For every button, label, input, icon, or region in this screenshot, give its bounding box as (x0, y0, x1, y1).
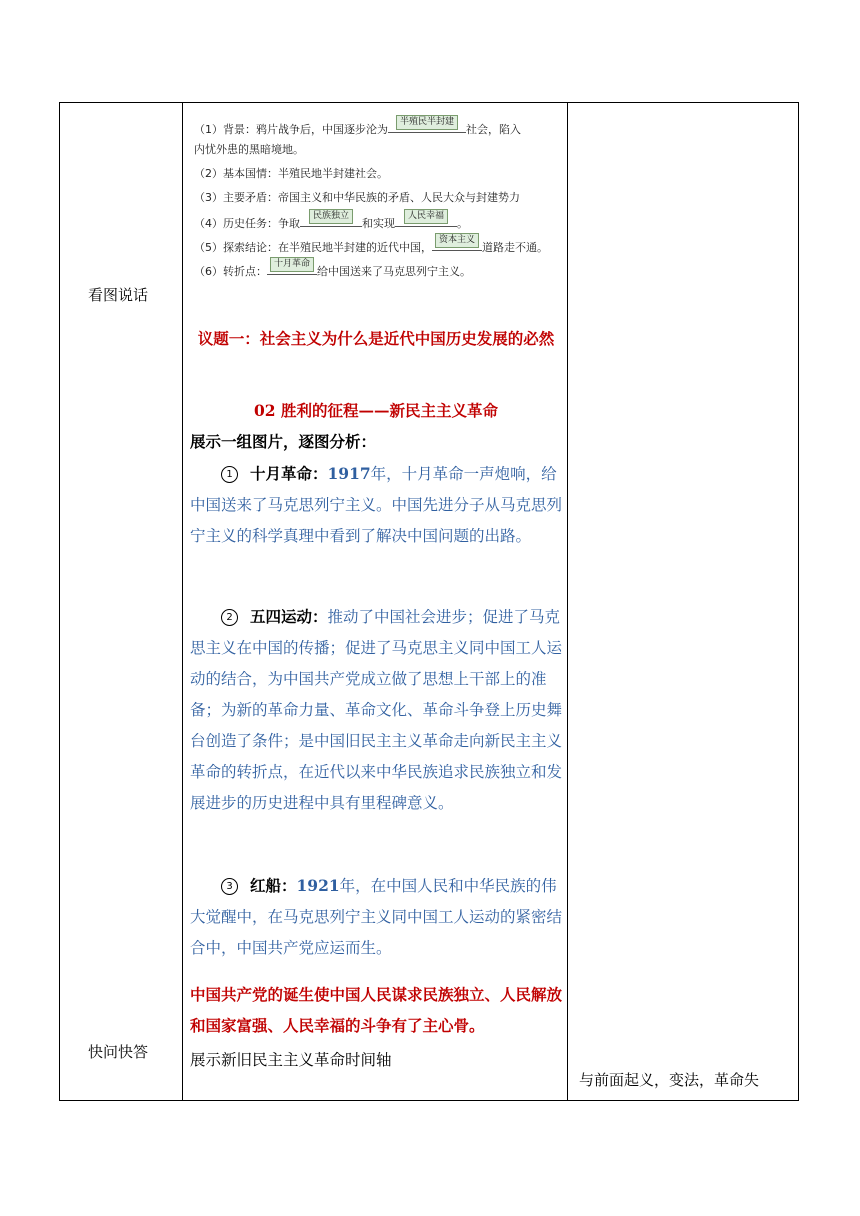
item-may-fourth: 2 五四运动：推动了中国社会进步；促进了马克思主义在中国的传播；促进了马克思主义同中国工人运动的结合，为中国共产党成立做了思想上干部上的准备；为新的革命力量、革命文化、革命斗争登上历史舞台创造了条件；是中国旧民主主义革命走向新民主主义革命的转折点，在近代以来中华民族追求民族独立和发展进步的历史进程中具有里程碑意义。 (190, 607, 563, 812)
timeline-text: 展示新旧民主主义革命时间轴 (190, 1051, 392, 1069)
image-line-5: （5）探索结论：在半殖民地半封建的近代中国， 资本主义 道路走不通。 (194, 235, 548, 254)
image-line-1b: 内忧外患的黑暗境地。 (194, 143, 304, 156)
image-line-1: （1）背景：鸦片战争后，中国逐步沦为 半殖民半封建 社会，陷入 (194, 117, 521, 136)
right-column-text: 与前面起义，变法，革命失 (579, 1071, 760, 1089)
answer-tag: 资本主义 (435, 233, 479, 248)
label-kuai-wen-kuai-da: 快问快答 (88, 1043, 149, 1061)
answer-tag: 十月革命 (270, 257, 314, 272)
embedded-summary-image (194, 113, 564, 285)
section-subtitle: 02 胜利的征程——新民主主义革命 (254, 401, 498, 420)
image-line-6: （6）转折点： 十月革命 给中国送来了马克思列宁主义。 (194, 259, 471, 278)
conclusion-text: 中国共产党的诞生使中国人民谋求民族独立、人民解放和国家富强、人民幸福的斗争有了主心骨。 (190, 985, 563, 1035)
item-number: 1 (221, 466, 238, 483)
image-line-4: （4）历史任务：争取 民族独立 和实现 人民幸福 。 (194, 211, 468, 230)
item-october-revolution: 1 十月革命：1917年，十月革命一声炮响，给中国送来了马克思列宁主义。中国先进分子从马克思列宁主义的科学真理中看到了解决中国问题的出路。 (190, 464, 563, 545)
item-red-boat: 3 红船：1921年，在中国人民和中华民族的伟大觉醒中，在马克思列宁主义同中国工人运动的紧密结合中，中国共产党应运而生。 (190, 876, 563, 957)
image-line-3: （3）主要矛盾：帝国主义和中华民族的矛盾、人民大众与封建势力 (194, 191, 520, 204)
item-number: 3 (221, 878, 238, 895)
intro-text: 展示一组图片，逐图分析： (190, 432, 377, 451)
answer-tag: 半殖民半封建 (396, 115, 458, 130)
image-line-2: （2）基本国情：半殖民地半封建社会。 (194, 167, 388, 180)
answer-tag: 民族独立 (309, 209, 353, 224)
column-divider-2 (567, 103, 568, 1100)
answer-tag: 人民幸福 (404, 209, 448, 224)
column-divider-1 (182, 103, 183, 1100)
topic-heading: 议题一：社会主义为什么是近代中国历史发展的必然 (197, 329, 555, 348)
label-kan-tu-shuo-hua: 看图说话 (88, 286, 149, 304)
item-number: 2 (221, 609, 238, 626)
